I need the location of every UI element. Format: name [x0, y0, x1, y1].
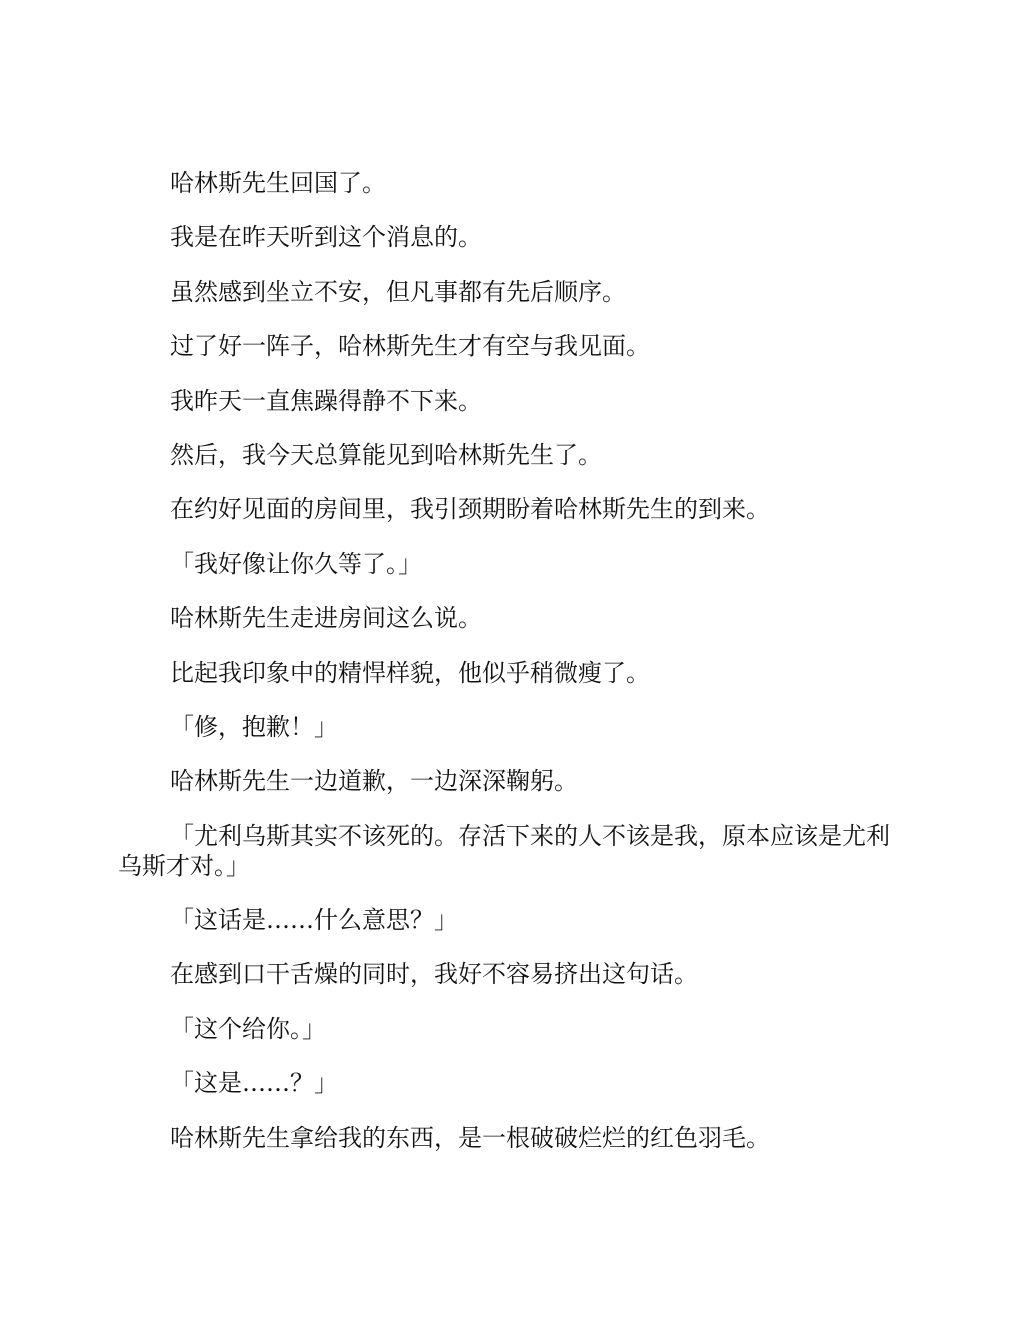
paragraph-11: 「修，抱歉！」	[170, 712, 338, 741]
paragraph-5: 我昨天一直焦躁得静不下来。	[170, 386, 482, 415]
paragraph-16: 「这个给你。」	[170, 1014, 326, 1043]
paragraph-17: 「这是……？」	[170, 1069, 338, 1098]
paragraph-18: 哈林斯先生拿给我的东西，是一根破破烂烂的红色羽毛。	[170, 1123, 770, 1152]
paragraph-7: 在约好见面的房间里，我引颈期盼着哈林斯先生的到来。	[170, 495, 770, 524]
paragraph-14: 「这话是……什么意思？」	[170, 906, 458, 935]
paragraph-6: 然后，我今天总算能见到哈林斯先生了。	[170, 440, 602, 469]
paragraph-15: 在感到口干舌燥的同时，我好不容易挤出这句话。	[170, 960, 698, 989]
paragraph-10: 比起我印象中的精悍样貌，他似乎稍微瘦了。	[170, 658, 650, 687]
paragraph-1: 哈林斯先生回国了。	[170, 169, 386, 197]
document-page	[118, 168, 902, 1177]
paragraph-8: 「我好像让你久等了。」	[170, 549, 422, 578]
paragraph-9: 哈林斯先生走进房间这么说。	[170, 604, 482, 633]
paragraph-3: 虽然感到坐立不安，但凡事都有先后顺序。	[170, 277, 626, 306]
paragraph-12: 哈林斯先生一边道歉，一边深深鞠躬。	[170, 767, 578, 796]
paragraph-4: 过了好一阵子，哈林斯先生才有空与我见面。	[170, 332, 650, 361]
paragraph-2: 我是在昨天听到这个消息的。	[170, 223, 482, 252]
paragraph-13: 「尤利乌斯其实不该死的。存活下来的人不该是我，原本应该是尤利乌斯才对。」	[118, 821, 890, 880]
